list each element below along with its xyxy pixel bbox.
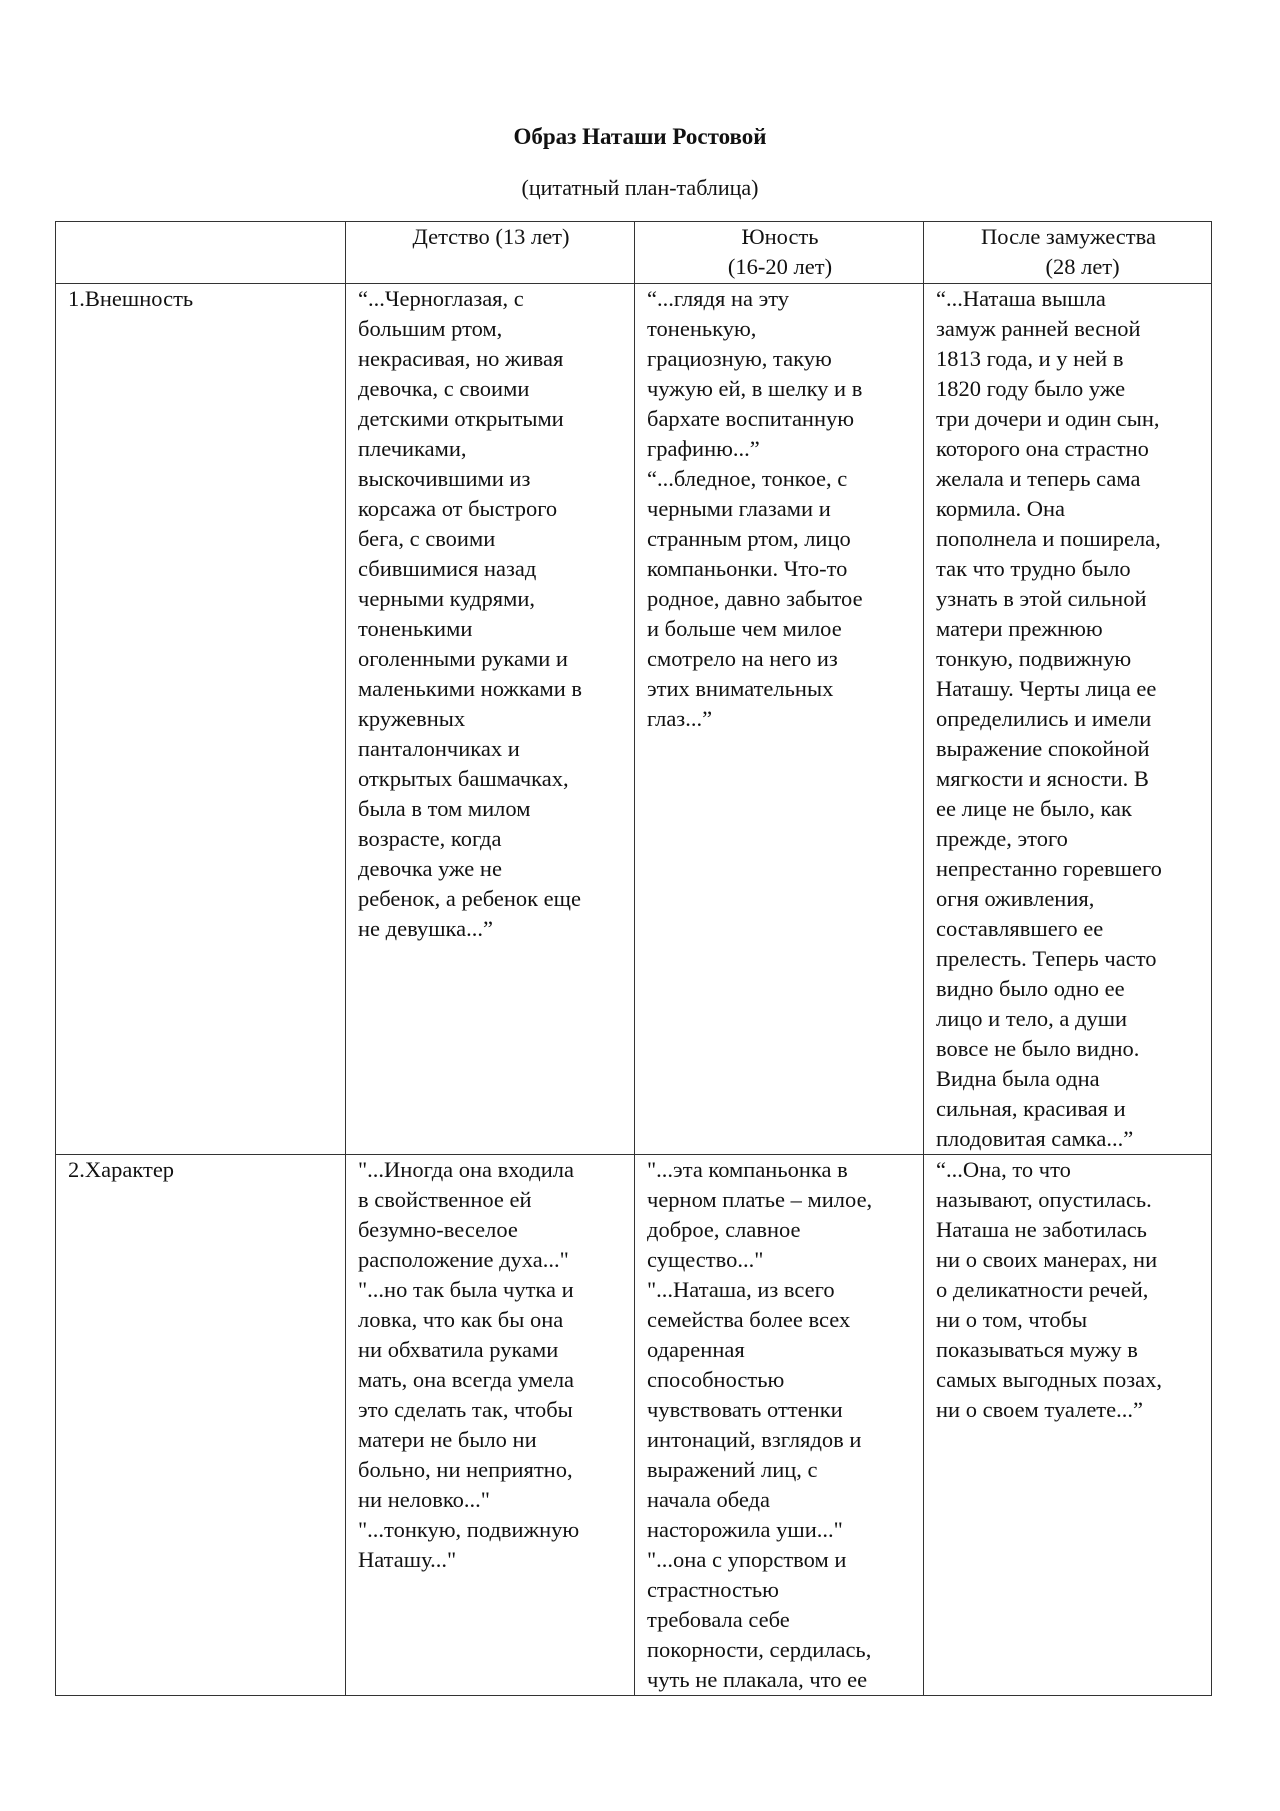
table-row	[56, 1155, 1212, 1696]
table-header-row	[56, 222, 1212, 284]
quote-table	[55, 221, 1212, 1696]
document-subtitle: (цитатный план-таблица)	[521, 175, 759, 200]
table-row	[56, 284, 1212, 1155]
row-label: 2.Характер	[56, 1155, 346, 1696]
table-cell: "...Иногда она входила в свойственное ей безумно-веселое расположение духа..." "...но так была чутка и ловка, что как бы она ни обхватила руками мать, она всегда умела это сделать так, чтобы матери не было ни больно, ни неприятно, ни неловко..." "...тонкую, подвижную Наташу..."	[346, 1155, 635, 1696]
table-cell: “...Черноглазая, с большим ртом, некрасивая, но живая девочка, с своими детскими открытыми плечиками, выскочившими из корсажа от быстрого бега, с своими сбившимися назад черными кудрями, тоненькими оголенными руками и маленькими ножками в кружевных панталончиках и открытых башмачках, была в том милом возрасте, когда девочка уже не ребенок, а ребенок еще не девушка...”	[346, 284, 635, 1155]
header-cell-empty	[56, 222, 346, 284]
header-cell-youth: Юность (16-20 лет)	[635, 222, 924, 284]
header-cell-childhood: Детство (13 лет)	[346, 222, 635, 284]
table-cell: “...глядя на эту тоненькую, грациозную, такую чужую ей, в шелку и в бархате воспитанную графиню...” “...бледное, тонкое, с черными глазами и странным ртом, лицо компаньонки. Что-то родное, давно забытое и больше чем милое смотрело на него из этих внимательных глаз...”	[635, 284, 924, 1155]
table-cell: "...эта компаньонка в черном платье – милое, доброе, славное существо..." "...Наташа, из всего семейства более всех одаренная способностью чувствовать оттенки интонаций, взглядов и выражений лиц, с начала обеда насторожила уши..." "...она с упорством и страстностью требовала себе покорности, сердилась, чуть не плакала, что ее	[635, 1155, 924, 1696]
table-cell: “...Она, то что называют, опустилась. Наташа не заботилась ни о своих манерах, ни о деликатности речей, ни о том, чтобы показываться мужу в самых выгодных позах, ни о своем туалете...”	[924, 1155, 1212, 1696]
document-title: Образ Наташи Ростовой	[513, 124, 767, 149]
table-cell: “...Наташа вышла замуж ранней весной 1813 года, и у ней в 1820 году было уже три дочери и один сын, которого она страстно желала и теперь сама кормила. Она пополнела и поширела, так что трудно было узнать в этой сильной матери прежнюю тонкую, подвижную Наташу. Черты лица ее определились и имели выражение спокойной мягкости и ясности. В ее лице не было, как прежде, этого непрестанно горевшего огня оживления, составлявшего ее прелесть. Теперь часто видно было одно ее лицо и тело, а души вовсе не было видно. Видна была одна сильная, красивая и плодовитая самка...”	[924, 284, 1212, 1155]
header-cell-after-marriage: После замужества (28 лет)	[924, 222, 1212, 284]
row-label: 1.Внешность	[56, 284, 346, 1155]
